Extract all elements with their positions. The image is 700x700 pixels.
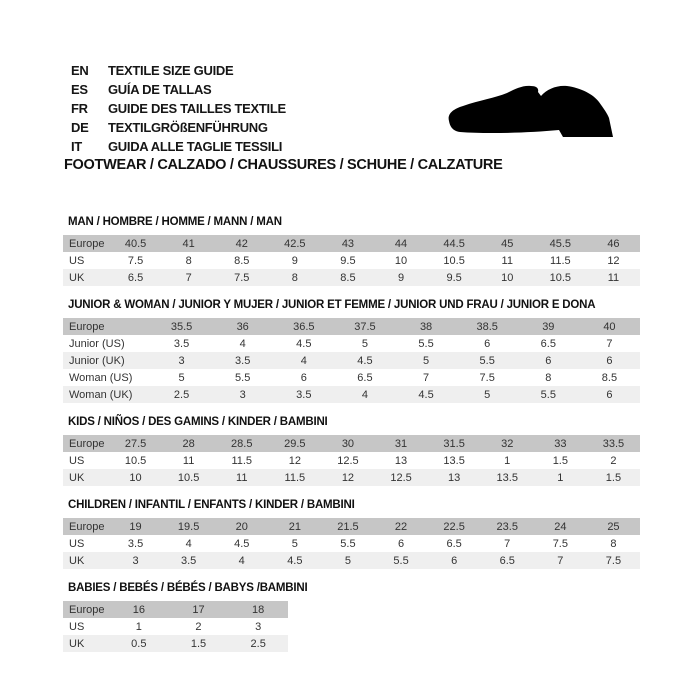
row-label: Europe	[69, 437, 105, 450]
size-value: 24	[554, 520, 567, 533]
size-value: 6	[300, 371, 307, 384]
size-value: 8	[185, 254, 192, 267]
size-value: 19	[129, 520, 142, 533]
table-row	[63, 469, 640, 486]
size-value: 11	[501, 254, 513, 267]
language-code: IT	[71, 139, 82, 154]
size-value: 11	[236, 471, 248, 484]
size-value: 33	[554, 437, 567, 450]
row-label: UK	[69, 271, 85, 284]
row-label: UK	[69, 471, 85, 484]
language-row	[71, 80, 286, 99]
size-value: 40.5	[124, 237, 147, 250]
size-value: 5.5	[479, 354, 495, 367]
size-value: 3	[178, 354, 185, 367]
size-value: 16	[132, 603, 145, 616]
size-value: 5	[291, 537, 298, 550]
size-value: 9	[291, 254, 298, 267]
language-guide-label: TEXTILE SIZE GUIDE	[108, 63, 234, 78]
size-value: 40	[603, 320, 616, 333]
size-value: 13	[394, 454, 408, 467]
language-row	[71, 99, 286, 118]
size-value: 7	[557, 554, 564, 567]
language-guide-label: GUIDE DES TAILLES TEXTILE	[108, 101, 286, 116]
size-value: 6	[397, 537, 405, 550]
size-table	[63, 235, 640, 286]
row-label: Europe	[69, 520, 105, 533]
row-label: UK	[69, 554, 85, 567]
size-value: 11.5	[284, 471, 306, 484]
size-value: 4	[185, 537, 192, 550]
size-value: 44	[394, 237, 408, 250]
size-value: 1.5	[552, 454, 568, 467]
row-label: Europe	[69, 320, 105, 333]
size-value: 7	[423, 371, 430, 384]
language-code: DE	[71, 120, 89, 135]
size-value: 2	[195, 620, 202, 633]
size-value: 9	[397, 271, 405, 284]
table-title: CHILDREN / INFANTIL / ENFANTS / KINDER / BAMBINI	[68, 499, 355, 511]
language-code: ES	[71, 82, 88, 97]
size-value: 10	[501, 271, 514, 284]
size-value: 29.5	[284, 437, 306, 450]
size-value: 31.5	[443, 437, 465, 450]
category-heading: FOOTWEAR / CALZADO / CHAUSSURES / SCHUHE / CALZATURE	[64, 157, 503, 173]
size-value: 27.5	[124, 437, 147, 450]
size-value: 1	[135, 620, 142, 633]
table-row	[63, 235, 640, 252]
table-row	[63, 352, 640, 369]
language-code: FR	[71, 101, 88, 116]
size-value: 22.5	[443, 520, 465, 533]
row-label: Europe	[69, 237, 105, 250]
size-value: 4.5	[418, 388, 434, 401]
size-value: 36.5	[293, 320, 315, 333]
size-value: 33.5	[602, 437, 625, 450]
size-value: 9.5	[446, 271, 462, 284]
size-value: 12.5	[390, 471, 412, 484]
size-value: 25	[607, 520, 620, 533]
row-label: Woman (US)	[69, 371, 133, 384]
size-value: 39	[542, 320, 555, 333]
size-value: 2.5	[250, 637, 266, 650]
row-label: Woman (UK)	[69, 388, 133, 401]
size-value: 45	[501, 237, 514, 250]
row-label: Junior (US)	[69, 337, 125, 350]
size-value: 5	[344, 554, 351, 567]
language-row	[71, 137, 286, 156]
table-row	[63, 618, 288, 635]
size-value: 7	[185, 271, 192, 284]
size-value: 11	[607, 271, 620, 284]
size-value: 31	[394, 437, 408, 450]
size-value: 10.5	[177, 471, 200, 484]
size-value: 10	[129, 471, 142, 484]
size-value: 12.5	[337, 454, 359, 467]
size-value: 6.5	[499, 554, 515, 567]
size-value: 21.5	[337, 520, 359, 533]
size-value: 6.5	[357, 371, 373, 384]
table-row	[63, 435, 640, 452]
size-table	[63, 318, 640, 403]
size-value: 5	[484, 388, 491, 401]
size-table-section	[63, 299, 640, 403]
size-value: 6.5	[540, 337, 556, 350]
size-value: 1	[557, 471, 564, 484]
row-label: UK	[69, 637, 85, 650]
size-value: 7.5	[479, 371, 495, 384]
size-table	[63, 601, 288, 652]
size-value: 3.5	[173, 337, 190, 350]
size-value: 8.5	[601, 371, 618, 384]
language-guide-label: GUÍA DE TALLAS	[108, 82, 212, 97]
size-value: 6	[451, 554, 458, 567]
table-title: KIDS / NIÑOS / DES GAMINS / KINDER / BAMBINI	[68, 416, 328, 428]
size-value: 3	[132, 554, 139, 567]
size-value: 8	[545, 371, 552, 384]
size-value: 13.5	[443, 454, 465, 467]
size-value: 3.5	[127, 537, 144, 550]
size-value: 6.5	[446, 537, 462, 550]
size-value: 9.5	[340, 254, 356, 267]
size-value: 11	[182, 454, 195, 467]
size-table	[63, 518, 640, 569]
size-value: 13	[448, 471, 461, 484]
language-code: EN	[71, 63, 89, 78]
size-value: 37.5	[354, 320, 376, 333]
size-value: 3	[239, 388, 246, 401]
table-title: BABIES / BEBÉS / BÉBÉS / BABYS /BAMBINI	[68, 582, 308, 594]
size-value: 4.5	[357, 354, 373, 367]
size-value: 5	[361, 337, 368, 350]
size-value: 6	[484, 337, 491, 350]
size-value: 0.5	[131, 637, 147, 650]
size-value: 3.5	[180, 554, 197, 567]
table-row	[63, 386, 640, 403]
size-value: 18	[252, 603, 265, 616]
size-value: 10.5	[443, 254, 465, 267]
row-label: Europe	[69, 603, 105, 616]
size-value: 5.5	[393, 554, 409, 567]
size-value: 28	[182, 437, 195, 450]
table-row	[63, 535, 640, 552]
table-row	[63, 552, 640, 569]
size-table-section	[63, 416, 640, 486]
table-title: JUNIOR & WOMAN / JUNIOR Y MUJER / JUNIOR ET FEMME / JUNIOR UND FRAU / JUNIOR E DONA	[68, 299, 596, 311]
size-value: 4	[361, 388, 368, 401]
size-value: 12	[607, 254, 620, 267]
language-guide-label: TEXTILGRÖßENFÜHRUNG	[108, 120, 268, 135]
size-value: 4	[238, 554, 245, 567]
table-row	[63, 601, 288, 618]
size-value: 4	[300, 354, 307, 367]
shoe-icon	[446, 85, 622, 142]
table-row	[63, 635, 288, 652]
size-value: 5.5	[235, 371, 251, 384]
size-value: 28.5	[231, 437, 253, 450]
size-value: 4	[239, 337, 246, 350]
size-value: 3.5	[235, 354, 251, 367]
size-value: 22	[394, 520, 408, 533]
size-value: 20	[235, 520, 248, 533]
size-value: 17	[192, 603, 205, 616]
size-value: 2.5	[173, 388, 190, 401]
row-label: US	[69, 454, 85, 467]
size-value: 5	[178, 371, 185, 384]
size-value: 10.5	[549, 271, 572, 284]
table-row	[63, 318, 640, 335]
size-value: 38	[419, 320, 433, 333]
size-value: 7.5	[234, 271, 250, 284]
size-tables	[63, 216, 640, 665]
size-value: 6.5	[127, 271, 144, 284]
size-value: 8.5	[340, 271, 356, 284]
size-value: 7	[606, 337, 613, 350]
size-value: 7.5	[127, 254, 144, 267]
size-value: 21	[288, 520, 301, 533]
size-value: 35.5	[170, 320, 193, 333]
size-value: 41	[182, 237, 195, 250]
size-table-section	[63, 499, 640, 569]
language-list	[71, 61, 286, 156]
language-row	[71, 61, 286, 80]
size-value: 23.5	[496, 520, 518, 533]
size-value: 5.5	[540, 388, 556, 401]
size-value: 4.5	[234, 537, 250, 550]
size-value: 19.5	[177, 520, 200, 533]
size-value: 12	[341, 471, 355, 484]
size-value: 1	[504, 454, 511, 467]
size-value: 13.5	[496, 471, 518, 484]
table-row	[63, 452, 640, 469]
size-value: 6	[606, 354, 613, 367]
table-row	[63, 518, 640, 535]
language-guide-label: GUIDA ALLE TAGLIE TESSILI	[108, 139, 283, 154]
size-value: 30	[341, 437, 355, 450]
size-value: 4.5	[287, 554, 303, 567]
size-value: 3	[255, 620, 262, 633]
table-row	[63, 369, 640, 386]
size-value: 12	[288, 454, 301, 467]
size-value: 4.5	[296, 337, 312, 350]
size-value: 36	[236, 320, 249, 333]
size-value: 5.5	[340, 537, 356, 550]
table-row	[63, 269, 640, 286]
row-label: US	[69, 620, 85, 633]
size-value: 8	[291, 271, 298, 284]
size-value: 8.5	[234, 254, 250, 267]
row-label: US	[69, 537, 85, 550]
table-title: MAN / HOMBRE / HOMME / MANN / MAN	[68, 216, 282, 228]
size-value: 32	[501, 437, 514, 450]
size-value: 6	[606, 388, 613, 401]
size-value: 44.5	[443, 237, 465, 250]
size-value: 38.5	[476, 320, 498, 333]
size-value: 2	[610, 454, 617, 467]
size-value: 42.5	[284, 237, 306, 250]
size-table-section	[63, 216, 640, 286]
size-value: 1.5	[605, 471, 622, 484]
size-value: 10	[394, 254, 408, 267]
size-value: 6	[545, 354, 552, 367]
size-value: 8	[610, 537, 617, 550]
size-value: 45.5	[549, 237, 572, 250]
table-row	[63, 252, 640, 269]
size-value: 42	[235, 237, 248, 250]
size-value: 43	[341, 237, 355, 250]
language-row	[71, 118, 286, 137]
size-value: 7.5	[552, 537, 568, 550]
size-value: 46	[607, 237, 620, 250]
table-row	[63, 335, 640, 352]
size-value: 5.5	[418, 337, 434, 350]
size-value: 3.5	[296, 388, 312, 401]
size-table-section	[63, 582, 640, 652]
size-value: 1.5	[190, 637, 207, 650]
size-table	[63, 435, 640, 486]
row-label: Junior (UK)	[69, 354, 125, 367]
size-value: 7	[504, 537, 511, 550]
size-value: 11.5	[231, 454, 253, 467]
row-label: US	[69, 254, 85, 267]
size-value: 7.5	[605, 554, 622, 567]
size-value: 10.5	[124, 454, 147, 467]
size-value: 5	[423, 354, 430, 367]
size-value: 11.5	[550, 254, 571, 267]
